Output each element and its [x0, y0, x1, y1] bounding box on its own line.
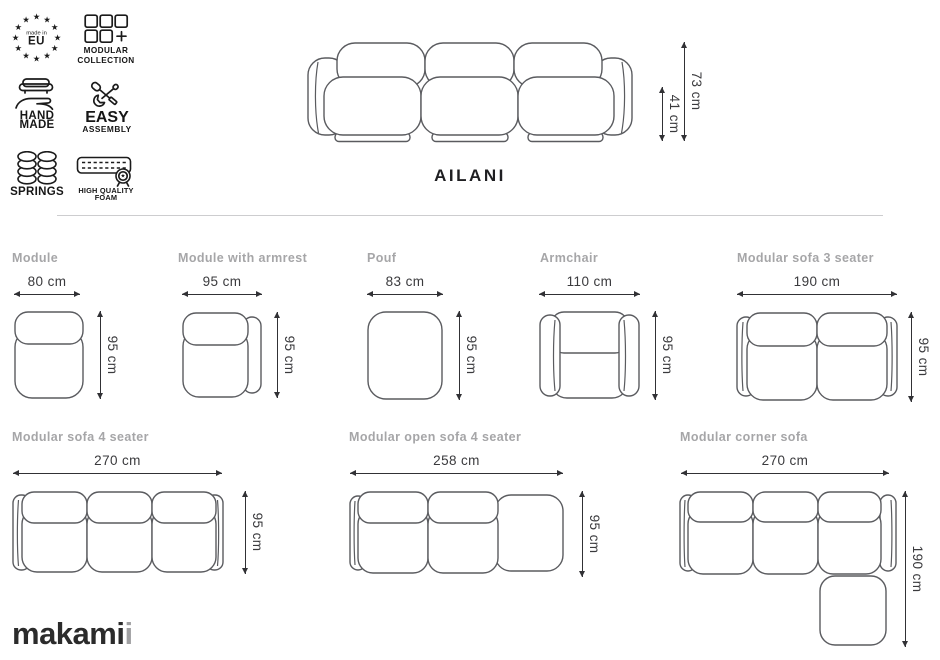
pouf-top-view-drawing: [367, 311, 443, 400]
module-with-armrest-top-view-drawing: [182, 312, 262, 398]
product-name: Modular corner sofa: [680, 430, 808, 444]
back-cushion: [551, 312, 628, 353]
springs-label: [6, 186, 68, 198]
total-height-dimension-label: 73 cm: [689, 71, 704, 111]
modular-collection-line1: MODULAR: [83, 46, 129, 55]
product-name: Module with armrest: [178, 251, 308, 265]
svg-text:★: ★: [22, 14, 30, 25]
high-quality-foam-line1: HIGH QUALITY: [78, 186, 134, 195]
depth-dimension-label: 95 cm: [250, 512, 265, 552]
armrest: [540, 315, 560, 396]
hand-made-icon: [13, 78, 59, 112]
made-in-eu-icon: [10, 11, 63, 64]
high-quality-foam-line2: FOAM: [94, 193, 118, 202]
modular-collection-icon: [84, 14, 132, 44]
svg-text:★: ★: [22, 50, 30, 61]
svg-text:★: ★: [43, 50, 51, 61]
depth-dimension-arrow: [905, 491, 906, 647]
depth-dimension-label: 95 cm: [105, 335, 120, 375]
corner-pouf: [820, 576, 886, 645]
depth-dimension-label: 95 cm: [464, 335, 479, 375]
hero-sofa-front-view-drawing: [305, 37, 635, 143]
springs-text: SPRINGS: [10, 186, 64, 198]
svg-text:★: ★: [120, 173, 126, 180]
made-in-text: made in: [26, 30, 47, 37]
open-pouf: [495, 495, 563, 571]
width-dimension-arrow: [367, 294, 443, 295]
svg-text:★: ★: [14, 22, 23, 32]
easy-assembly-line2: ASSEMBLY: [82, 124, 132, 134]
armrest: [619, 315, 639, 396]
springs-icon: [16, 151, 58, 185]
back-cushion: [15, 312, 83, 344]
open-sofa-4-seater-top-view-drawing: [349, 491, 565, 577]
hero-seat-cushion: [421, 77, 518, 135]
product-name: Modular open sofa 4 seater: [349, 430, 522, 444]
hero-seat-cushion: [324, 77, 421, 135]
product-name: Modular sofa 4 seater: [12, 430, 149, 444]
hand-made-line2: MADE: [19, 118, 55, 131]
width-dimension-label: 270 cm: [761, 453, 809, 468]
width-dimension-label: 258 cm: [433, 453, 480, 468]
hand-made-line1: HAND: [19, 110, 55, 122]
depth-dimension-arrow: [100, 311, 101, 399]
depth-dimension-arrow: [277, 312, 278, 398]
hero-seat-cushion: [518, 77, 614, 135]
brand-logo-main: makami: [12, 616, 125, 651]
back-cushion: [818, 492, 881, 522]
width-dimension-arrow: [14, 294, 80, 295]
back-cushion: [753, 492, 818, 522]
width-dimension-arrow: [539, 294, 640, 295]
back-cushion: [22, 492, 87, 523]
armrest: [880, 495, 896, 571]
eu-text: EU: [28, 35, 45, 48]
svg-text:★: ★: [14, 43, 23, 53]
sofa-3-seater-top-view-drawing: [736, 312, 898, 402]
brand-logo: [12, 616, 133, 652]
depth-dimension-arrow: [655, 311, 656, 400]
modular-collection-label: [64, 46, 148, 65]
product-name: Module: [12, 251, 59, 265]
armchair-top-view-drawing: [539, 311, 640, 400]
depth-dimension-label: 95 cm: [282, 335, 297, 375]
hand-made-label: [10, 112, 64, 129]
seat-height-dimension-label: 41 cm: [667, 94, 682, 134]
back-cushion: [152, 492, 216, 523]
back-cushion: [817, 313, 887, 346]
depth-dimension-label: 95 cm: [587, 514, 602, 554]
product-name: Modular sofa 3 seater: [737, 251, 874, 265]
width-dimension-label: 83 cm: [385, 274, 425, 289]
back-cushion: [688, 492, 753, 522]
svg-text:★: ★: [32, 53, 41, 64]
back-cushion: [358, 492, 428, 523]
back-cushion: [87, 492, 152, 523]
svg-text:★: ★: [53, 32, 62, 43]
total-height-dimension-arrow: [684, 42, 685, 141]
depth-dimension-arrow: [245, 491, 246, 574]
width-dimension-label: 95 cm: [202, 274, 242, 289]
product-name: Armchair: [540, 251, 599, 265]
module-top-view-drawing: [14, 311, 84, 399]
width-dimension-arrow: [737, 294, 897, 295]
width-dimension-arrow: [182, 294, 262, 295]
back-cushion: [747, 313, 817, 346]
width-dimension-arrow: [350, 473, 563, 474]
product-name: Pouf: [367, 251, 397, 265]
high-quality-foam-label: [70, 187, 142, 201]
width-dimension-arrow: [13, 473, 222, 474]
corner-sofa-top-view-drawing: [679, 491, 897, 647]
depth-dimension-label: 95 cm: [916, 337, 931, 377]
back-cushion: [183, 313, 248, 345]
svg-text:★: ★: [50, 22, 59, 32]
modular-collection-line2: COLLECTION: [77, 55, 135, 65]
divider: [57, 215, 883, 216]
width-dimension-label: 270 cm: [94, 453, 141, 468]
sofa-4-seater-top-view-drawing: [12, 491, 224, 574]
depth-dimension-label: 190 cm: [910, 545, 925, 593]
svg-text:★: ★: [43, 14, 51, 25]
svg-text:★: ★: [11, 32, 20, 43]
pouf-seat: [368, 312, 442, 399]
svg-text:★: ★: [50, 43, 59, 53]
brand-logo-accent: i: [124, 616, 133, 651]
svg-text:★: ★: [32, 11, 41, 22]
depth-dimension-label: 95 cm: [660, 335, 675, 375]
seat-height-dimension-arrow: [662, 87, 663, 141]
hero-product-name: AILANI: [434, 166, 506, 185]
depth-dimension-arrow: [459, 311, 460, 400]
width-dimension-label: 110 cm: [566, 274, 613, 289]
width-dimension-label: 80 cm: [27, 274, 67, 289]
depth-dimension-arrow: [582, 491, 583, 577]
easy-assembly-line1: EASY: [85, 109, 129, 126]
easy-assembly-label: [76, 110, 138, 134]
width-dimension-label: 190 cm: [793, 274, 841, 289]
depth-dimension-arrow: [911, 312, 912, 402]
easy-assembly-icon: [88, 79, 124, 111]
high-quality-foam-icon: [76, 151, 136, 187]
back-cushion: [428, 492, 498, 523]
width-dimension-arrow: [681, 473, 889, 474]
